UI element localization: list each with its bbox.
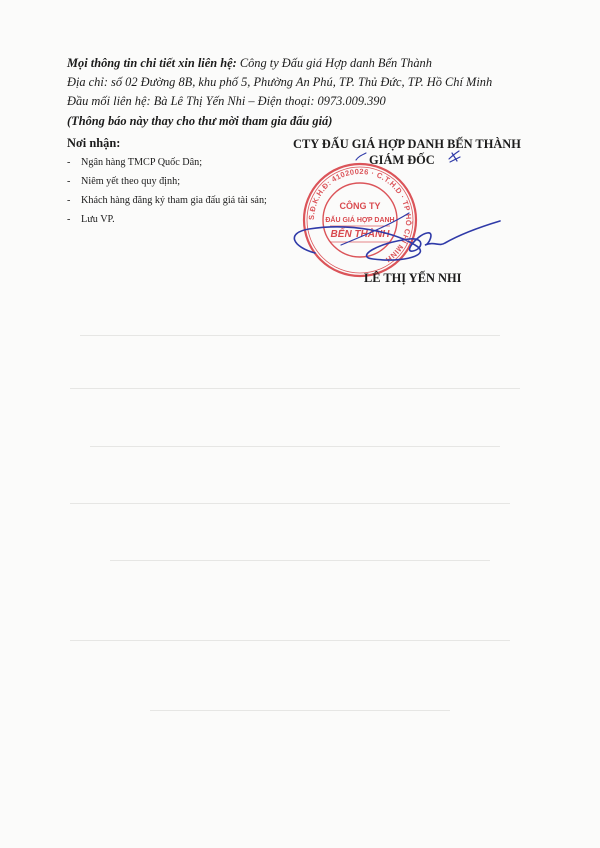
handwritten-signature	[275, 205, 505, 275]
recipients-title: Nơi nhận:	[67, 136, 121, 150]
recipients-list	[67, 156, 297, 232]
notice-text: (Thông báo này thay cho thư mời tham gia đấu giá)	[67, 114, 333, 128]
recipient-item: - Khách hàng đăng ký tham gia đấu giá tài sản;	[67, 194, 297, 208]
recipient-item: - Ngân hàng TMCP Quốc Dân;	[67, 156, 297, 170]
recipient-item: - Lưu VP.	[67, 213, 297, 227]
contact-person: Đầu mối liên hệ: Bà Lê Thị Yến Nhi – Điện thoại: 0973.009.390	[67, 94, 386, 108]
initial-mark-icon	[354, 150, 368, 164]
contact-line	[67, 56, 432, 71]
seal-line: BẾN THÀNH	[330, 229, 390, 240]
signer-name: LÊ THỊ YẾN NHI	[364, 271, 462, 285]
bleed-through-line	[90, 446, 500, 447]
bleed-through-line	[70, 503, 510, 504]
seal-ring-text: S.Đ.K.H.Đ: 41020026 · C.T.H.D · TP HỒ CHÍ MINH	[306, 166, 414, 265]
bleed-through-line	[70, 388, 520, 389]
signature-position: GIÁM ĐỐC	[369, 153, 435, 167]
bleed-through-line	[80, 335, 500, 336]
bleed-through-line	[70, 640, 510, 641]
bleed-through-line	[150, 710, 450, 711]
recipient-item: - Niêm yết theo quy định;	[67, 175, 297, 189]
contact-address: Địa chỉ: số 02 Đường 8B, khu phố 5, Phường An Phú, TP. Thủ Đức, TP. Hồ Chí Minh	[67, 75, 493, 89]
signature-organization: CTY ĐẤU GIÁ HỢP DANH BẾN THÀNH	[293, 137, 521, 151]
bleed-through-line	[110, 560, 490, 561]
contact-label: Mọi thông tin chi tiết xin liên hệ:	[67, 56, 237, 70]
signature-mark-icon	[447, 149, 463, 165]
contact-company: Công ty Đấu giá Hợp danh Bến Thành	[236, 56, 432, 70]
seal-line: CÔNG TY	[339, 201, 381, 211]
seal-line: ĐẤU GIÁ HỢP DANH	[325, 217, 395, 224]
